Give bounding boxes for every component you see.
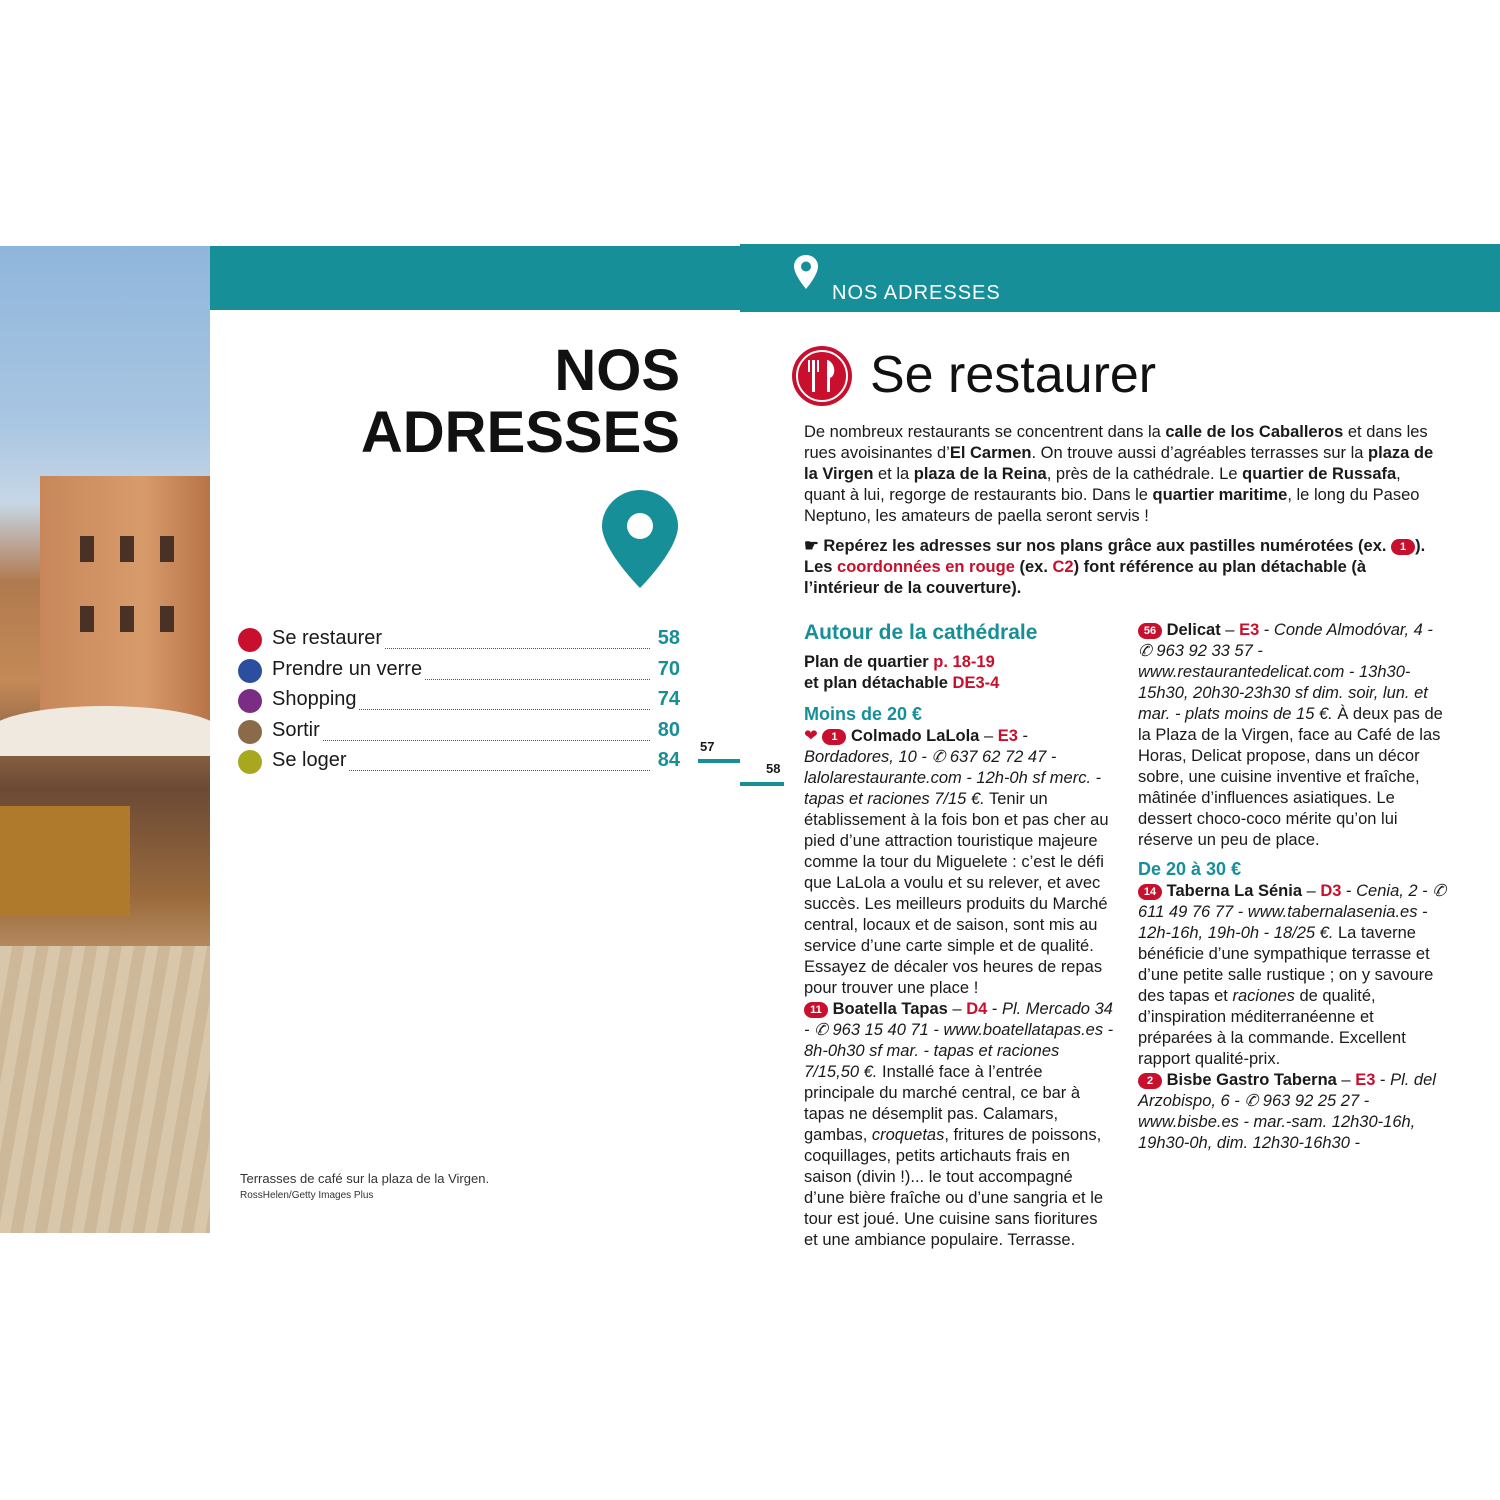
toc-item-prendre-un-verre[interactable]: Prendre un verre 70 — [238, 658, 680, 684]
music-icon — [238, 720, 262, 744]
pointer-icon: ☛ — [804, 537, 824, 555]
cafe-terrace-photo — [0, 246, 210, 1233]
header-label: NOS ADRESSES — [832, 282, 1001, 304]
map-note: ☛ Repérez les adresses sur nos plans grâce aux pastilles numérotées (ex. 1 ). Les coordonnées en rouge (ex. C2) font référence au plan détachable (à l’intérieur de la couverture). — [804, 537, 1426, 597]
bed-icon — [238, 750, 262, 774]
page-tick-right — [740, 782, 784, 786]
subsection-heading: Autour de la cathédrale — [804, 621, 1038, 644]
fork-knife-icon — [238, 628, 262, 652]
page-number-right: 58 — [766, 761, 781, 776]
photo-credit: RossHelen/Getty Images Plus — [240, 1190, 374, 1201]
heart-icon: ❤ — [804, 727, 818, 745]
page-tick-left — [698, 759, 740, 763]
entry-bisbe-gastro-taberna: 2 Bisbe Gastro Taberna – E3 - Pl. del Arzobispo, 6 - ✆ 963 92 25 27 - www.bisbe.es - mar.-sam. 12h30-16h, 19h30-0h, dim. 12h30-16h30 - — [1138, 1071, 1436, 1152]
page-number-left: 57 — [700, 739, 715, 754]
toc-item-sortir[interactable]: Sortir 80 — [238, 719, 680, 745]
toc-item-se-restaurer[interactable]: Se restaurer 58 — [238, 627, 680, 653]
fork-knife-icon — [790, 344, 854, 408]
price-heading: Moins de 20 € — [804, 704, 923, 724]
intro-paragraph: De nombreux restaurants se concentrent dans la calle de los Caballeros et dans les rues avoisinantes d’El Carmen. On trouve aussi d’agréables terrasses sur la plaza de la Virgen et la plaza de la Reina, près de la cathédrale. Le quartier de Russafa, quant à lui, regorge de restaurants bio. Dans le quartier maritime, le long du Paseo Neptuno, les amateurs de paella seront servis ! — [804, 423, 1434, 525]
column-2 — [1138, 620, 1448, 1154]
toc-item-se-loger[interactable]: Se loger 84 — [238, 749, 680, 775]
page-title: NOS ADRESSES — [360, 338, 680, 465]
plan-reference: Plan de quartier p. 18-19 et plan détachable DE3-4 — [804, 653, 1000, 692]
column-1 — [804, 620, 1114, 1251]
header-bar-left — [210, 246, 740, 310]
location-pin-icon — [600, 488, 680, 590]
entry-boatella-tapas: 11 Boatella Tapas – D4 - Pl. Mercado 34 - ✆ 963 15 40 71 - www.boatellatapas.es - 8h-0h30 sf mar. - tapas et raciones 7/15,50 €. Installé face à l’entrée principale du marché central, ce bar à tapas ne désemplit pas. Calamars, gambas, croquetas, fritures de poissons, coquillages, petits artichauts frais en saison (divin !)... le tout accompagné d’une bière fraîche ou d’une sangria et le tour est joué. Une cuisine sans fioritures et une ambiance populaire. Terrasse. — [804, 1000, 1114, 1249]
photo-caption: Terrasses de café sur la plaza de la Virgen. — [240, 1171, 490, 1186]
location-pin-icon — [792, 254, 820, 290]
bag-icon — [238, 689, 262, 713]
entry-delicat: 56 Delicat – E3 - Conde Almodóvar, 4 - ✆ 963 92 33 57 - www.restaurantedelicat.com - 13h30-15h30, 20h30-23h30 sf dim. soir, lun. et mar. - plats moins de 15 €. À deux pas de la Plaza de la Virgen, face au Café de las Horas, Delicat propose, dans un décor sobre, une cuisine inventive et fraîche, mâtinée d’influences asiatiques. Le dessert choco-coco mérite qu’on lui réserve un peu de place. — [1138, 621, 1443, 849]
glass-icon — [238, 659, 262, 683]
section-title: Se restaurer — [870, 346, 1157, 404]
toc-item-shopping[interactable]: Shopping 74 — [238, 688, 680, 714]
entry-colmado-lalola: ❤ 1 Colmado LaLola – E3 - Bordadores, 10 - ✆ 637 62 72 47 - lalolarestaurante.com - 12h-0h sf merc. - tapas et raciones 7/15 €. Tenir un établissement à la fois bon et pas cher au pied d’une attraction touristique majeure comme la tour du Miguelete : c’est le défi que LaLola a voulu et su relever, et avec succès. Les meilleurs produits du Marché central, locaux et de saison, sont mis au service d’une carte simple et de qualité. Essayez de décaler vos heures de repas pour trouver une place ! — [804, 727, 1109, 997]
entry-taberna-la-senia: 14 Taberna La Sénia – D3 - Cenia, 2 - ✆ 611 49 76 77 - www.tabernalasenia.es - 12h-16h, 19h-0h - 18/25 €. La taverne bénéficie d’une sympathique terrasse et d’une petite salle rustique ; on y savoure des tapas et raciones de qualité, d’inspiration méditerranéenne et préparées à la commande. Excellent rapport qualité-prix. — [1138, 882, 1447, 1068]
header-bar-right — [740, 244, 1500, 312]
price-heading: De 20 à 30 € — [1138, 859, 1242, 879]
